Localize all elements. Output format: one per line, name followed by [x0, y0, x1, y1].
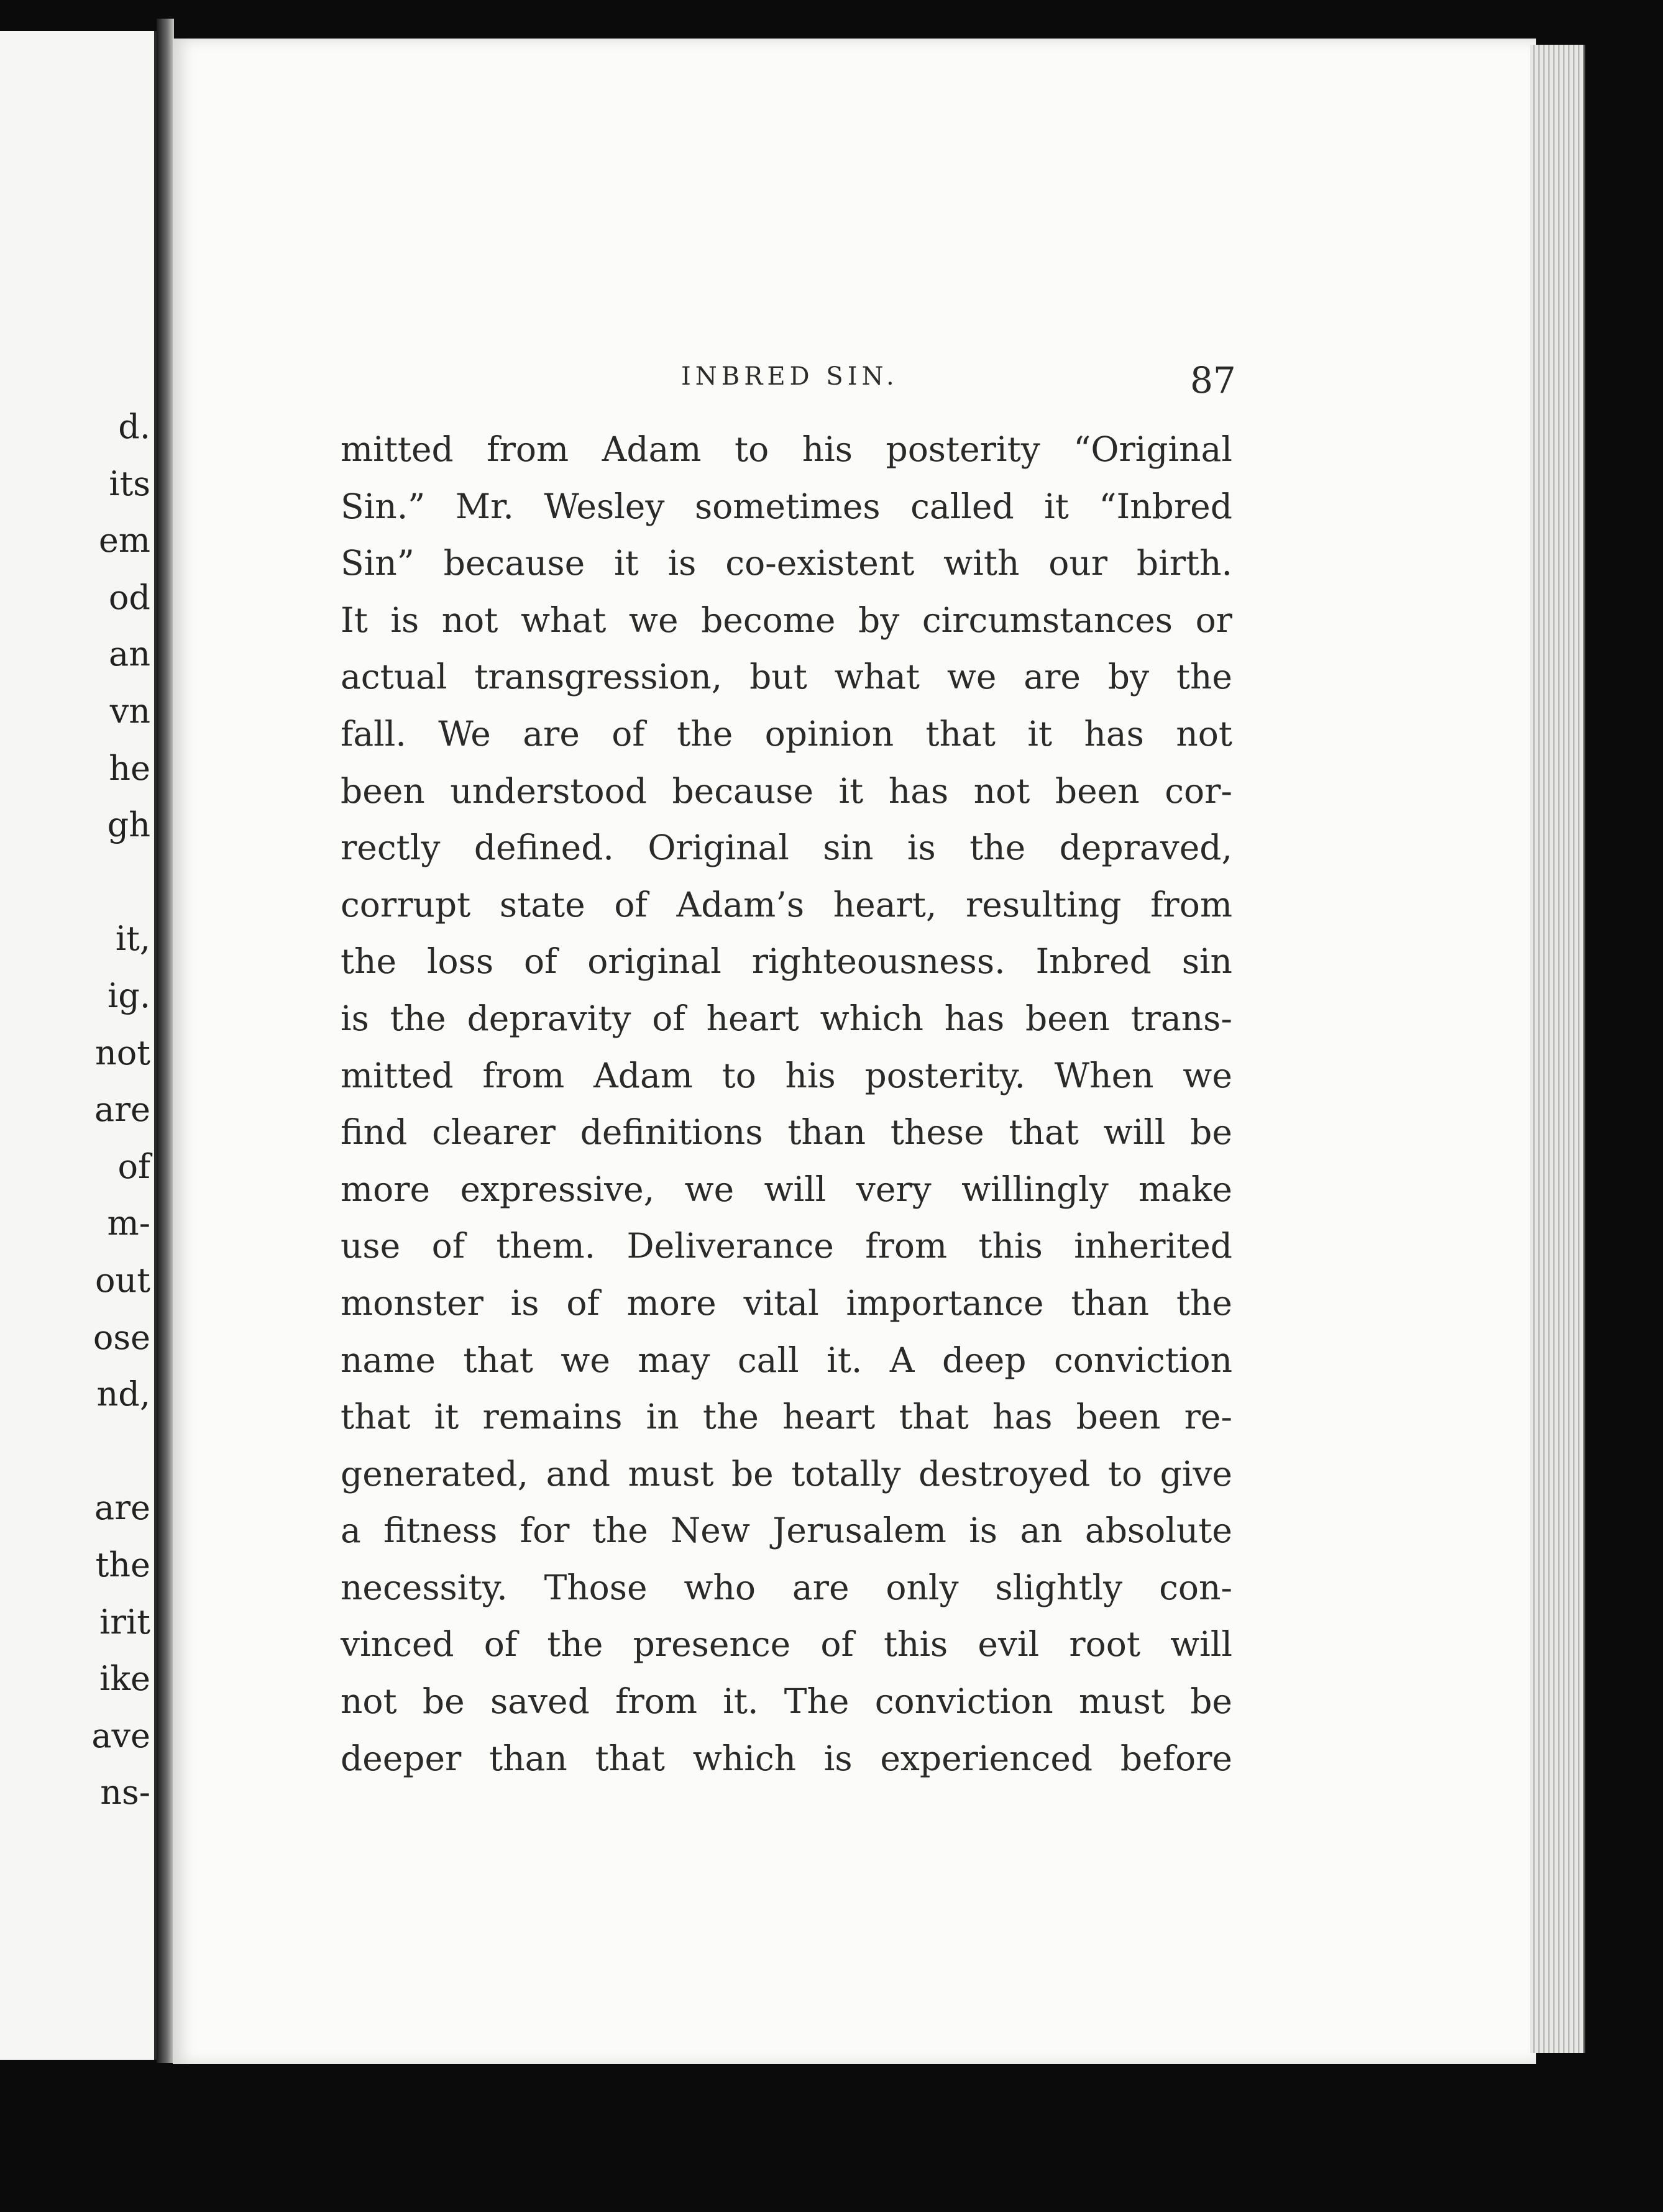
left-page-line: irit — [99, 1602, 150, 1642]
book-gutter — [157, 19, 174, 2063]
text-line: rectly defined. Original sin is the depraved, — [341, 828, 1232, 868]
left-page-line: ig. — [107, 976, 150, 1015]
page-stack-edge — [1530, 45, 1585, 2053]
text-line: a fitness for the New Jerusalem is an absolute — [341, 1510, 1232, 1551]
text-line: use of them. Deliverance from this inherited — [341, 1226, 1232, 1266]
text-line: Sin” because it is co-existent with our birth. — [341, 543, 1232, 583]
text-line: monster is of more vital importance than the — [341, 1282, 1232, 1323]
text-line: is the depravity of heart which has been trans- — [341, 998, 1232, 1038]
left-page-line: out — [95, 1261, 150, 1300]
left-page-line: nd, — [96, 1374, 150, 1414]
text-line: vinced of the presence of this evil root will — [341, 1624, 1232, 1665]
left-page-line: its — [109, 464, 150, 503]
left-page-line: ike — [99, 1659, 150, 1699]
left-page-line: gh — [107, 805, 150, 845]
text-line: actual transgression, but what we are by the — [341, 657, 1232, 697]
left-page-line: m- — [107, 1204, 150, 1243]
body-text — [341, 427, 1232, 1793]
text-line: not be saved from it. The conviction must be — [341, 1681, 1232, 1722]
previous-page-fragment — [0, 31, 157, 2060]
left-page-line: are — [94, 1488, 150, 1528]
left-page-line: the — [95, 1545, 150, 1584]
left-page-line: are — [94, 1090, 150, 1130]
text-line: name that we may call it. A deep conviction — [341, 1340, 1232, 1380]
left-page-line: vn — [109, 692, 150, 731]
left-page-line: ave — [91, 1716, 150, 1755]
text-line: mitted from Adam to his posterity. When we — [341, 1055, 1232, 1095]
text-line: corrupt state of Adam’s heart, resulting from — [341, 884, 1232, 925]
left-page-line: he — [109, 748, 150, 788]
page-number: 87 — [1190, 359, 1236, 401]
left-page-line: it, — [115, 919, 150, 959]
left-page-line: of — [117, 1146, 150, 1186]
left-page-line: d. — [118, 407, 150, 446]
text-line: generated, and must be totally destroyed to give — [341, 1453, 1232, 1494]
text-line: fall. We are of the opinion that it has not — [341, 713, 1232, 754]
text-line: find clearer definitions than these that will be — [341, 1112, 1232, 1153]
left-page-line: an — [109, 634, 150, 674]
text-line: that it remains in the heart that has been re- — [341, 1397, 1232, 1437]
text-line: necessity. Those who are only slightly con- — [341, 1567, 1232, 1607]
text-line: mitted from Adam to his posterity “Original — [341, 429, 1232, 469]
left-page-line: od — [108, 577, 150, 617]
text-line: more expressive, we will very willingly make — [341, 1169, 1232, 1209]
text-line: the loss of original righteousness. Inbred sin — [341, 941, 1232, 982]
left-page-line: not — [95, 1033, 150, 1072]
left-page-line: ns- — [100, 1773, 150, 1812]
running-head: INBRED SIN. — [681, 362, 899, 391]
text-line: Sin.” Mr. Wesley sometimes called it “Inbred — [341, 486, 1232, 526]
text-line: been understood because it has not been cor- — [341, 770, 1232, 811]
text-line: It is not what we become by circumstances or — [341, 600, 1232, 640]
left-page-line: ose — [93, 1317, 150, 1357]
text-line: deeper than that which is experienced before — [341, 1738, 1232, 1778]
left-page-line: em — [98, 521, 150, 560]
